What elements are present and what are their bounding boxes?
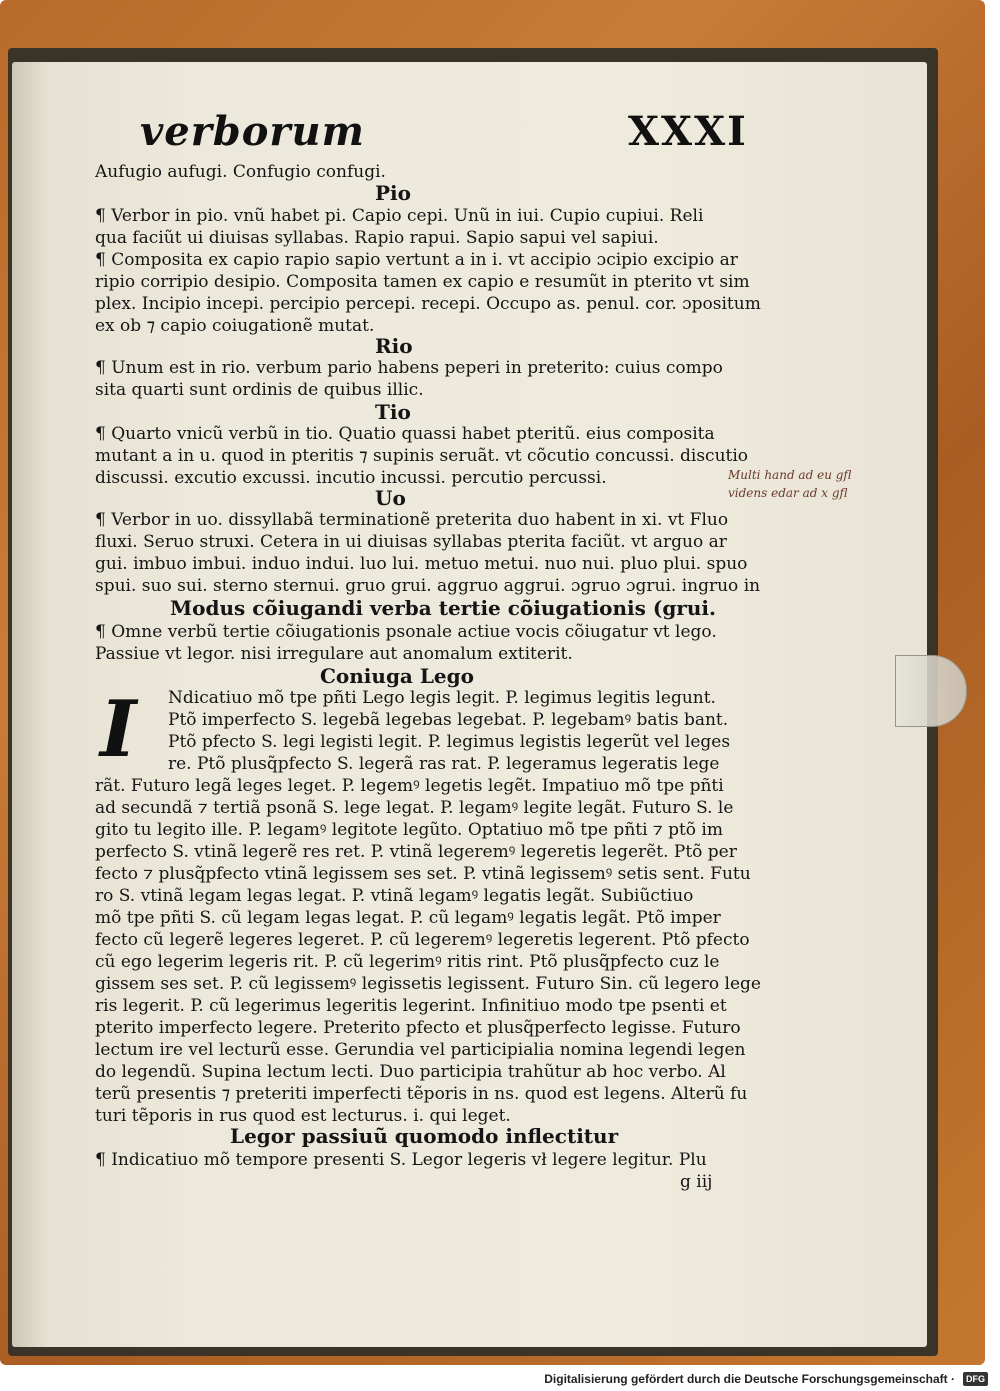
text-line: ex ob ⁊ capio coiugationẽ mutat. — [95, 316, 375, 336]
text-line: re. Ptõ plusq̃pfecto S. legerã ras rat. P. legeramus legeratis lege — [168, 754, 720, 774]
text-line: ro S. vtinã legam legas legat. P. vtinã legamꝰ legatis legãt. Subiũctiuo — [95, 886, 694, 906]
text-line: discussi. excutio excussi. incutio incussi. percutio percussi. — [95, 468, 607, 488]
folio-number: XXXI — [628, 108, 748, 155]
text-line: turi tẽporis in rus quod est lecturus. i. qui leget. — [95, 1106, 511, 1126]
text-line: ¶ Indicatiuo mõ tempore presenti S. Legor legeris vł legere legitur. Plu — [95, 1150, 707, 1170]
section-heading: Pio — [375, 181, 411, 205]
text-line: pterito imperfecto legere. Preterito pfecto et plusq̃perfecto legisse. Futuro — [95, 1018, 741, 1038]
drop-cap: I — [100, 684, 137, 775]
footer-credit: Digitalisierung gefördert durch die Deutsche Forschungsgemeinschaft · — [544, 1371, 955, 1386]
text-line: lectum ire vel lecturũ esse. Gerundia vel participialia nomina legendi legen — [95, 1040, 746, 1060]
text-line: gito tu legito ille. P. legamꝰ legitote legũto. Optatiuo mõ tpe pñti ⁊ ptõ im — [95, 820, 723, 840]
text-line: mõ tpe pñti S. cũ legam legas legat. P. cũ legamꝰ legatis legãt. Ptõ imper — [95, 908, 721, 928]
text-line: gissem ses set. P. cũ legissemꝰ legissetis legissent. Futuro Sin. cũ legero lege — [95, 974, 761, 994]
section-heading: Uo — [375, 486, 406, 510]
text-line: terũ presentis ⁊ preteriti imperfecti tẽporis in ns. quod est legens. Alterũ fu — [95, 1084, 748, 1104]
signature-mark: g iij — [680, 1172, 713, 1192]
section-heading: Legor passiuũ quomodo inflectitur — [230, 1124, 619, 1148]
text-line: ¶ Verbor in pio. vnũ habet pi. Capio cepi. Unũ in iui. Cupio cupiui. Reli — [95, 206, 704, 226]
text-line: ¶ Quarto vnicũ verbũ in tio. Quatio quassi habet pteritũ. eius composita — [95, 424, 715, 444]
text-line: Passiue vt legor. nisi irregulare aut anomalum extiterit. — [95, 644, 573, 664]
text-line: mutant a in u. quod in pteritis ⁊ supinis seruãt. vt cõcutio concussi. discutio — [95, 446, 749, 466]
text-line: rãt. Futuro legã leges leget. P. legemꝰ legetis legẽt. Impatiuo mõ tpe pñti — [95, 776, 724, 796]
text-line: fecto ⁊ plusq̃pfecto vtinã legissem ses set. P. vtinã legissemꝰ setis sent. Futu — [95, 864, 751, 884]
text-line: gui. imbuo imbui. induo indui. luo lui. metuo metui. nuo nui. pluo plui. spuo — [95, 554, 748, 574]
footer — [0, 1366, 1000, 1391]
running-title: verborum — [140, 108, 365, 155]
text-line: fecto cũ legerẽ legeres legeret. P. cũ legeremꝰ legeretis legerent. Ptõ pfecto — [95, 930, 750, 950]
text-line: plex. Incipio incepi. percipio percepi. recepi. Occupo as. penul. cor. ɔpositum — [95, 294, 761, 314]
text-line: ¶ Omne verbũ tertie cõiugationis psonale actiue vocis cõiugatur vt lego. — [95, 622, 717, 642]
marginal-note: Multi hand ad eu gfl — [728, 468, 852, 482]
text-line: qua faciũt ui diuisas syllabas. Rapio rapui. Sapio sapui vel sapiui. — [95, 228, 659, 248]
section-heading: Tio — [375, 400, 411, 424]
text-line: ¶ Composita ex capio rapio sapio vertunt a in i. vt accipio ɔcipio excipio ar — [95, 250, 738, 270]
text-line: fluxi. Seruo struxi. Cetera in ui diuisas syllabas pterita faciũt. vt arguo ar — [95, 532, 727, 552]
section-heading: Rio — [375, 334, 413, 358]
marginal-note: videns edar ad x gfl — [728, 486, 848, 500]
section-heading: Coniuga Lego — [320, 664, 474, 688]
section-heading: Modus cõiugandi verba tertie cõiugationis (grui. — [170, 596, 716, 620]
text-line: Ptõ imperfecto S. legebã legebas legebat. P. legebamꝰ batis bant. — [168, 710, 729, 730]
text-line: Aufugio aufugi. Confugio confugi. — [95, 162, 386, 182]
text-line: spui. suo sui. sterno sternui. gruo grui. aggruo aggrui. ɔgruo ɔgrui. ingruo in — [95, 576, 761, 596]
text-line: ¶ Unum est in rio. verbum pario habens peperi in preterito: cuius compo — [95, 358, 723, 378]
text-line: ¶ Verbor in uo. dissyllabã terminationẽ preterita duo habent in xi. vt Fluo — [95, 510, 729, 530]
text-line: perfecto S. vtinã legerẽ res ret. P. vtinã legeremꝰ legeretis legerẽt. Ptõ per — [95, 842, 737, 862]
text-line: sita quarti sunt ordinis de quibus illic. — [95, 380, 424, 400]
text-line: ad secundã ⁊ tertiã psonã S. lege legat. P. legamꝰ legite legãt. Futuro S. le — [95, 798, 734, 818]
text-line: ris legerit. P. cũ legerimus legeritis legerint. Infinitiuo modo tpe psenti et — [95, 996, 727, 1016]
dfg-logo: DFG — [963, 1372, 988, 1386]
text-line: Ptõ pfecto S. legi legisti legit. P. legimus legistis legerũt vel leges — [168, 732, 731, 752]
text-line: ripio corripio desipio. Composita tamen ex capio e resumũt in pterito vt sim — [95, 272, 750, 292]
text-line: Ndicatiuo mõ tpe pñti Lego legis legit. P. legimus legitis legunt. — [168, 688, 716, 708]
text-line: cũ ego legerim legeris rit. P. cũ legerimꝰ ritis rint. Ptõ plusq̃pfecto cuz le — [95, 952, 720, 972]
text-line: do legendũ. Supina lectum lecti. Duo participia trahũtur ab hoc verbo. Al — [95, 1062, 726, 1082]
